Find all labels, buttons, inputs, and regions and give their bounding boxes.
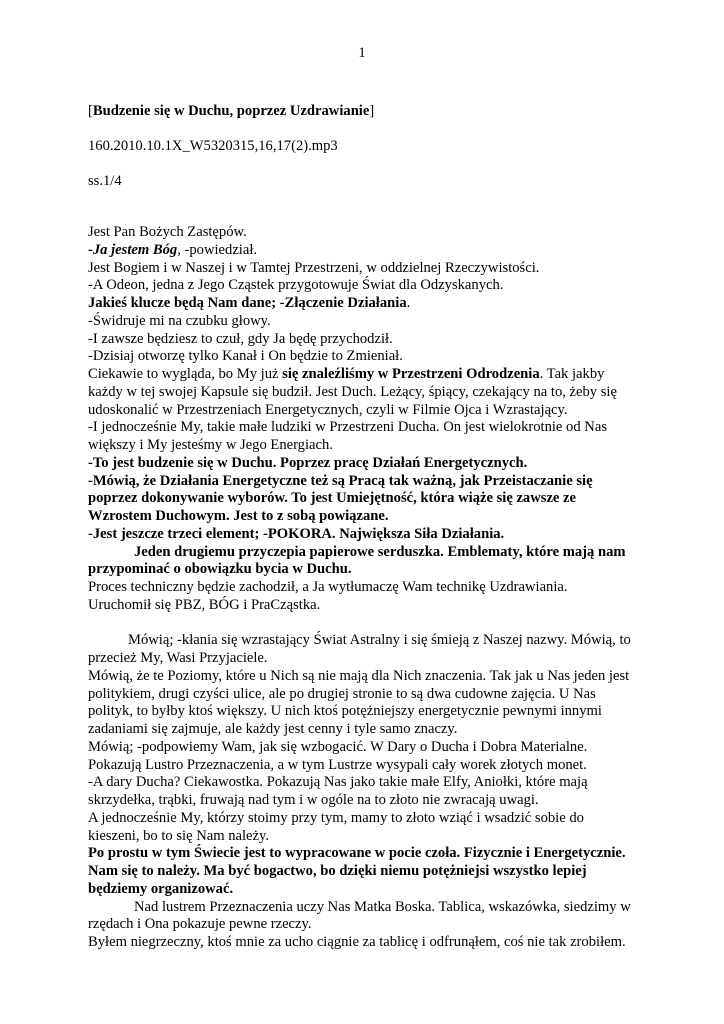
text-segment: Mówią, że te Poziomy, które u Nich są nie mają dla Nich znaczenia. Tak jak u Nas jeden jest [88,667,630,684]
text-segment: Jest Bogiem i w Naszej i w Tamtej Przestrzeni, w oddzielnej Rzeczywistości. [88,259,540,276]
text-line [88,473,644,491]
text-segment: Mówią; -kłania się wzrastający Świat Astralny i się śmieją z Naszej nazwy. Mówią, to [128,632,631,649]
title-text: Budzenie się w Duchu, poprzez Uzdrawianie [92,103,370,119]
text-line [88,686,644,704]
text-segment: Wzrostem Duchowym. Jest to z sobą powiązane. [88,508,389,524]
text-segment: udoskonalić w Przestrzeniach Energetycznych, czyli w Filmie Ojca i Wzrastający. [88,401,568,418]
text-line [88,579,644,597]
text-line [88,277,644,295]
text-segment: przypominać o obowiązku bycia w Duchu. [88,561,352,578]
text-segment: -I zawsze będziesz to czuł, gdy Ja będę przychodził. [88,330,393,347]
text-segment: -Mówią, że Działania Energetyczne też są Pracą tak ważną, jak Przeistaczanie się [88,472,593,489]
blank-line [88,615,644,633]
text-line [88,331,644,349]
text-segment: . [406,295,411,311]
text-line [88,899,644,917]
text-segment: Byłem niegrzeczny, ktoś mnie za ucho ciągnie za tablicę i odfrunąłem, coś nie tak zrobiłem. [88,934,626,950]
text-line [88,863,644,881]
title-bracket-close: ] [369,103,375,119]
text-line [88,597,644,615]
text-line [88,828,644,846]
text-segment: A jednocześnie My, którzy stoimy przy tym, mamy to złoto wziąć i wsadzić sobie do [88,809,584,826]
text-line [88,313,644,331]
text-segment: -Jest jeszcze trzeci element; -POKORA. Największa Siła Działania. [88,525,505,542]
text-line [88,224,644,242]
text-segment: -Dzisiaj otworzę tylko Kanał i On będzie to Zmieniał. [88,348,403,365]
page-count: ss.1/4 [88,173,122,189]
text-segment: - [88,241,93,258]
text-line [88,490,644,508]
text-line [88,295,644,313]
text-line [88,845,644,863]
text-segment: Nad lustrem Przeznaczenia uczy Nas Matka Boska. Tablica, wskazówka, siedzimy w [134,898,631,915]
text-line [88,242,644,260]
text-segment: -A Odeon, jedna z Jego Cząstek przygotowuje Świat dla Odzyskanych. [88,277,504,294]
text-line [88,739,644,757]
text-line [88,668,644,686]
text-line [88,366,644,384]
text-segment: każdy w tej swojej Kapsule się budził. Jest Duch. Leżący, śpiący, czekający na to, żeby się [88,383,617,400]
text-segment: będziemy organizować. [88,880,234,897]
document-title [88,102,374,120]
text-segment: -To jest budzenie się w Duchu. Poprzez pracę Działań Energetycznych. [88,454,528,471]
text-line [88,384,644,402]
text-line [88,348,644,366]
text-line [88,792,644,810]
text-line [88,526,644,544]
title-bracket-open: [ [88,103,93,119]
text-line [88,544,644,562]
text-line [88,437,644,455]
text-line [88,757,644,775]
text-segment: się znaleźliśmy w Przestrzeni Odrodzenia [282,366,540,382]
file-name: 160.2010.10.1X_W5320315,16,17(2).mp3 [88,138,338,154]
text-segment: większy i My jesteśmy w Jego Energiach. [88,437,333,453]
text-segment: Ciekawie to wygląda, bo My już [88,366,283,382]
text-line [88,703,644,721]
text-segment: Jeden drugiemu przyczepia papierowe serduszka. Emblematy, które mają nam [134,543,626,560]
text-segment: , -powiedział. [177,241,258,258]
page-number: 1 [358,45,366,61]
text-line [88,402,644,420]
text-segment: Jest Pan Bożych Zastępów. [88,224,247,240]
text-segment: politykiem, drugi czyści ulice, ale po drugiej stronie to są dwa cudowne zajęcia. U Nas [88,685,596,702]
text-line [88,650,644,668]
text-line [88,934,644,952]
text-segment: -A dary Ducha? Ciekawostka. Pokazują Nas jako takie małe Elfy, Aniołki, które mają [88,774,588,791]
text-segment: Ja jestem Bóg [92,241,178,258]
text-segment: -I jednocześnie My, takie małe ludziki w Przestrzeni Ducha. On jest wielokrotnie od Nas [88,419,607,436]
text-segment: poprzez dokonywanie wyborów. To jest Umiejętność, która wiąże się zawsze ze [88,490,577,507]
text-line [88,721,644,739]
text-segment: kieszeni, bo to się Nam należy. [88,827,270,844]
text-line [88,810,644,828]
text-line [88,916,644,934]
text-segment: rzędach i Ona pokazuje pewne rzeczy. [88,916,312,933]
text-segment: Pokazują Lustro Przeznaczenia, a w tym Lustrze wysypali cały worek złotych monet. [88,756,587,773]
text-line [88,881,644,899]
text-segment: skrzydełka, trąbki, fruwają nad tym i w ogóle na to złoto nie zwracają uwagi. [88,792,539,808]
text-line [88,260,644,278]
text-segment: Po prostu w tym Świecie jest to wypracowane w pocie czoła. Fizycznie i Energetycznie. [88,845,626,862]
text-segment: zadaniami się zajmuje, ale każdy jest cenny i tyle samo znaczy. [88,721,458,737]
text-line [88,419,644,437]
text-segment: Proces techniczny będzie zachodził, a Ja wytłumaczę Wam technikę Uzdrawiania. [88,579,568,595]
text-segment: przecież My, Wasi Przyjaciele. [88,650,268,666]
text-segment: Mówią; -podpowiemy Wam, jak się wzbogacić. W Dary o Ducha i Dobra Materialne. [88,738,588,755]
text-segment: -Świdruje mi na czubku głowy. [88,312,271,329]
text-segment: Uruchomił się PBZ, BÓG i PraCząstka. [88,596,321,613]
text-line [88,561,644,579]
text-line [88,774,644,792]
document-body [88,224,644,952]
text-segment: Nam się to należy. Ma być bogactwo, bo dzięki niemu potężniejsi wszystko lepiej [88,863,587,879]
text-line [88,508,644,526]
text-line [88,455,644,473]
text-segment: Jakieś klucze będą Nam dane; -Złączenie Działania [88,295,407,311]
text-segment: . Tak jakby [539,366,605,382]
text-line [88,632,644,650]
text-segment: polityk, to byłby ktoś większy. U nich ktoś potężniejszy energetycznie pewnymi innymi [88,703,602,720]
